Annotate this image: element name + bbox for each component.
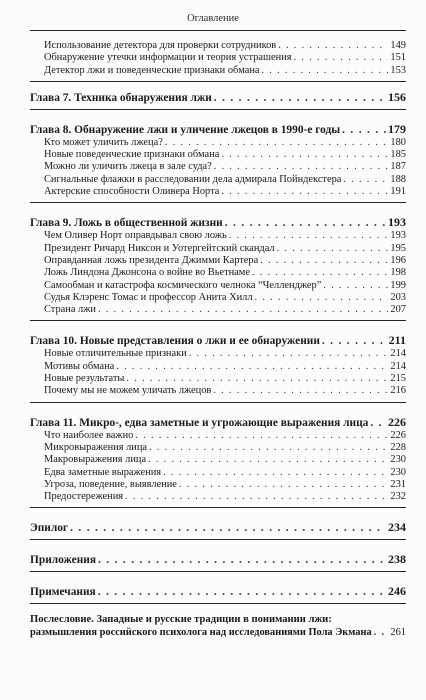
toc-entry-title: Новые поведенческие признаки обмана [44, 149, 220, 161]
header-divider [30, 30, 406, 31]
chapter-heading-title: Эпилог [30, 522, 69, 535]
dot-leader [221, 186, 388, 198]
toc-entry[interactable] [30, 348, 406, 360]
toc-entry-page: 195 [390, 242, 406, 254]
dot-leader [260, 255, 388, 267]
dot-leader [214, 91, 386, 106]
toc-entry-title: Страна лжи [44, 304, 96, 316]
toc-entry-page: 228 [390, 441, 406, 453]
chapter-heading-title: Глава 10. Новые представления о лжи и ее обнаружении [30, 335, 320, 348]
table-of-contents [30, 40, 406, 639]
toc-entry-title: Самообман и катастрофа космического челнока “Челленджер” [44, 279, 322, 291]
toc-entry-title: Микровыражения лица [44, 441, 148, 453]
toc-entry-page: 214 [390, 360, 406, 372]
toc-entry[interactable] [30, 454, 406, 466]
dot-leader [229, 230, 389, 242]
toc-entry[interactable] [30, 174, 406, 186]
toc-entry-title: Судья Клэренс Томас и профессор Анита Хилл [44, 291, 253, 303]
dot-leader [125, 491, 388, 503]
chapter-heading[interactable] [30, 584, 406, 599]
toc-entry[interactable] [30, 430, 406, 442]
toc-entry-title: Детектор лжи и поведенческие признаки обмана [44, 64, 260, 76]
dot-leader [163, 467, 388, 479]
chapter-heading[interactable] [30, 520, 406, 535]
toc-entry-page: 203 [390, 291, 406, 303]
toc-entry[interactable] [30, 243, 406, 255]
toc-entry-page: 193 [390, 230, 406, 242]
chapter-group [30, 415, 406, 509]
toc-entry[interactable] [30, 65, 406, 77]
dot-leader [278, 40, 388, 52]
chapter-heading-title: Приложения [30, 554, 97, 567]
dot-leader [165, 137, 389, 149]
toc-entry-page: 151 [390, 52, 406, 64]
toc-entry-page: 215 [390, 373, 406, 385]
dot-leader [213, 385, 388, 397]
toc-entry-title: Новые отличительные признаки [44, 348, 187, 360]
chapter-group [30, 122, 406, 203]
toc-entry[interactable] [30, 479, 406, 491]
chapter-group [30, 520, 406, 540]
toc-entry-page: 232 [390, 491, 406, 503]
afterword-line1: Послесловие. Западные и русские традиции в понимании лжи: [30, 614, 332, 626]
toc-entry-page: 230 [390, 466, 406, 478]
chapter-heading[interactable] [30, 122, 406, 137]
dot-leader [98, 585, 386, 600]
page-header: Оглавление [187, 13, 239, 24]
dot-leader [126, 373, 388, 385]
toc-entry[interactable] [30, 230, 406, 242]
dot-leader [294, 52, 389, 64]
toc-entry-title: Ложь Линдона Джонсона о войне во Вьетнаме [44, 267, 250, 279]
toc-entry-title: Кто может уличить лжеца? [44, 136, 163, 148]
afterword-line2: размышления российского психолога над исследованиями Пола Экмана [30, 627, 372, 639]
chapter-heading-page: 193 [388, 215, 406, 230]
dot-leader [149, 442, 388, 454]
dot-leader [98, 304, 388, 316]
afterword-line2-row [30, 627, 406, 639]
dot-leader [370, 416, 386, 431]
toc-entry[interactable] [30, 52, 406, 64]
toc-entry-title: Угроза, поведение, выявление [44, 478, 177, 490]
chapter-heading-page: 246 [388, 584, 406, 599]
dot-leader [343, 174, 388, 186]
toc-entry-title: Можно ли уличить лжеца в зале суда? [44, 161, 212, 173]
dot-leader [262, 65, 389, 77]
toc-entry[interactable] [30, 467, 406, 479]
dot-leader [189, 348, 389, 360]
dot-leader [214, 161, 389, 173]
toc-entry-page: 185 [390, 149, 406, 161]
dot-leader [135, 430, 388, 442]
dot-leader [98, 553, 386, 568]
toc-entry-title: Мотивы обмана [44, 360, 115, 372]
dot-leader [322, 334, 387, 349]
toc-entry-page: 153 [390, 64, 406, 76]
toc-entry-page: 231 [390, 478, 406, 490]
chapter-heading-title: Глава 9. Ложь в общественной жизни [30, 217, 223, 230]
toc-entry-title: Предостережения [44, 491, 124, 503]
chapter-group [30, 584, 406, 604]
chapter-heading-page: 179 [388, 121, 406, 136]
toc-entry[interactable] [30, 361, 406, 373]
toc-entry[interactable] [30, 40, 406, 52]
toc-entry[interactable] [30, 280, 406, 292]
toc-entry-page: 207 [390, 304, 406, 316]
toc-entry-title: Чем Оливер Норт оправдывал свою ложь [44, 230, 227, 242]
dot-leader [225, 216, 386, 231]
dot-leader [116, 361, 388, 373]
toc-entry[interactable] [30, 385, 406, 397]
dot-leader [252, 267, 388, 279]
toc-entry[interactable] [30, 186, 406, 198]
chapter-heading-page: 234 [388, 520, 406, 535]
toc-entry-title: Что наиболее важно [44, 429, 134, 441]
toc-entry-title: Макровыражения лица [44, 454, 147, 466]
toc-entry-page: 230 [390, 454, 406, 466]
toc-entry-title: Президент Ричард Никсон и Уотергейтский скандал [44, 242, 275, 254]
chapter-heading-page: 156 [388, 89, 406, 104]
chapter-group [30, 552, 406, 572]
dot-leader [277, 243, 389, 255]
dot-leader [148, 454, 388, 466]
toc-entry-page: 196 [390, 254, 406, 266]
toc-entry-title: Использование детектора для проверки сотрудников [44, 40, 277, 51]
intro-group [30, 40, 406, 82]
toc-entry[interactable] [30, 373, 406, 385]
chapter-heading[interactable] [30, 90, 406, 105]
dot-leader [342, 123, 386, 138]
toc-entry-page: 187 [390, 161, 406, 173]
toc-entry-page: 188 [390, 173, 406, 185]
toc-entry[interactable] [30, 255, 406, 267]
toc-entry-page: 198 [390, 267, 406, 279]
chapter-heading-title: Глава 8. Обнаружение лжи и уличение лжецов в 1990-е годы [30, 123, 341, 136]
chapter-heading-page: 238 [388, 552, 406, 567]
toc-entry-page: 214 [390, 348, 406, 360]
chapter-group [30, 215, 406, 321]
toc-entry[interactable] [30, 304, 406, 316]
dot-leader [221, 149, 388, 161]
toc-entry-title: Актерские способности Оливера Норта [44, 186, 220, 198]
chapter-heading-page: 211 [388, 333, 406, 348]
chapter-heading-title: Глава 7. Техника обнаружения лжи [30, 91, 212, 104]
chapter-group [30, 333, 406, 402]
chapter-heading-title: Глава 11. Микро-, едва заметные и угрожающие выражения лица [30, 416, 369, 429]
dot-leader [255, 292, 389, 304]
dot-leader [323, 280, 388, 292]
chapter-heading-title: Примечания [30, 586, 96, 599]
chapter-heading[interactable] [30, 552, 406, 567]
afterword-page: 261 [390, 627, 406, 639]
chapter-heading[interactable] [30, 333, 406, 348]
toc-entry-title: Едва заметные выражения [44, 466, 162, 478]
toc-entry-page: 216 [390, 385, 406, 397]
toc-entry-title: Оправданная ложь президента Джимми Картера [44, 254, 259, 266]
toc-entry-page: 199 [390, 279, 406, 291]
chapter-group [30, 90, 406, 110]
dot-leader [374, 627, 389, 639]
toc-entry-page: 180 [390, 136, 406, 148]
toc-entry-title: Сигнальные флажки в расследовании дела адмирала Пойндекстера [44, 173, 342, 185]
toc-entry[interactable] [30, 442, 406, 454]
chapter-heading[interactable] [30, 415, 406, 430]
afterword[interactable] [30, 614, 406, 639]
toc-entry-page: 226 [390, 429, 406, 441]
toc-entry[interactable] [30, 161, 406, 173]
toc-entry[interactable] [30, 491, 406, 503]
chapter-heading-page: 226 [388, 414, 406, 429]
toc-entry[interactable] [30, 267, 406, 279]
toc-entry-title: Новые результаты [44, 373, 125, 385]
toc-entry[interactable] [30, 149, 406, 161]
chapter-heading[interactable] [30, 215, 406, 230]
toc-entry-title: Обнаружение утечки информации и теория устрашения [44, 52, 292, 64]
toc-entry-page: 149 [390, 40, 406, 51]
chapters-list [30, 90, 406, 605]
toc-entry[interactable] [30, 137, 406, 149]
toc-entry[interactable] [30, 292, 406, 304]
toc-entry-title: Почему мы не можем уличать лжецов [44, 385, 212, 397]
dot-leader [70, 521, 386, 536]
toc-entry-page: 191 [390, 186, 406, 198]
dot-leader [179, 479, 389, 491]
